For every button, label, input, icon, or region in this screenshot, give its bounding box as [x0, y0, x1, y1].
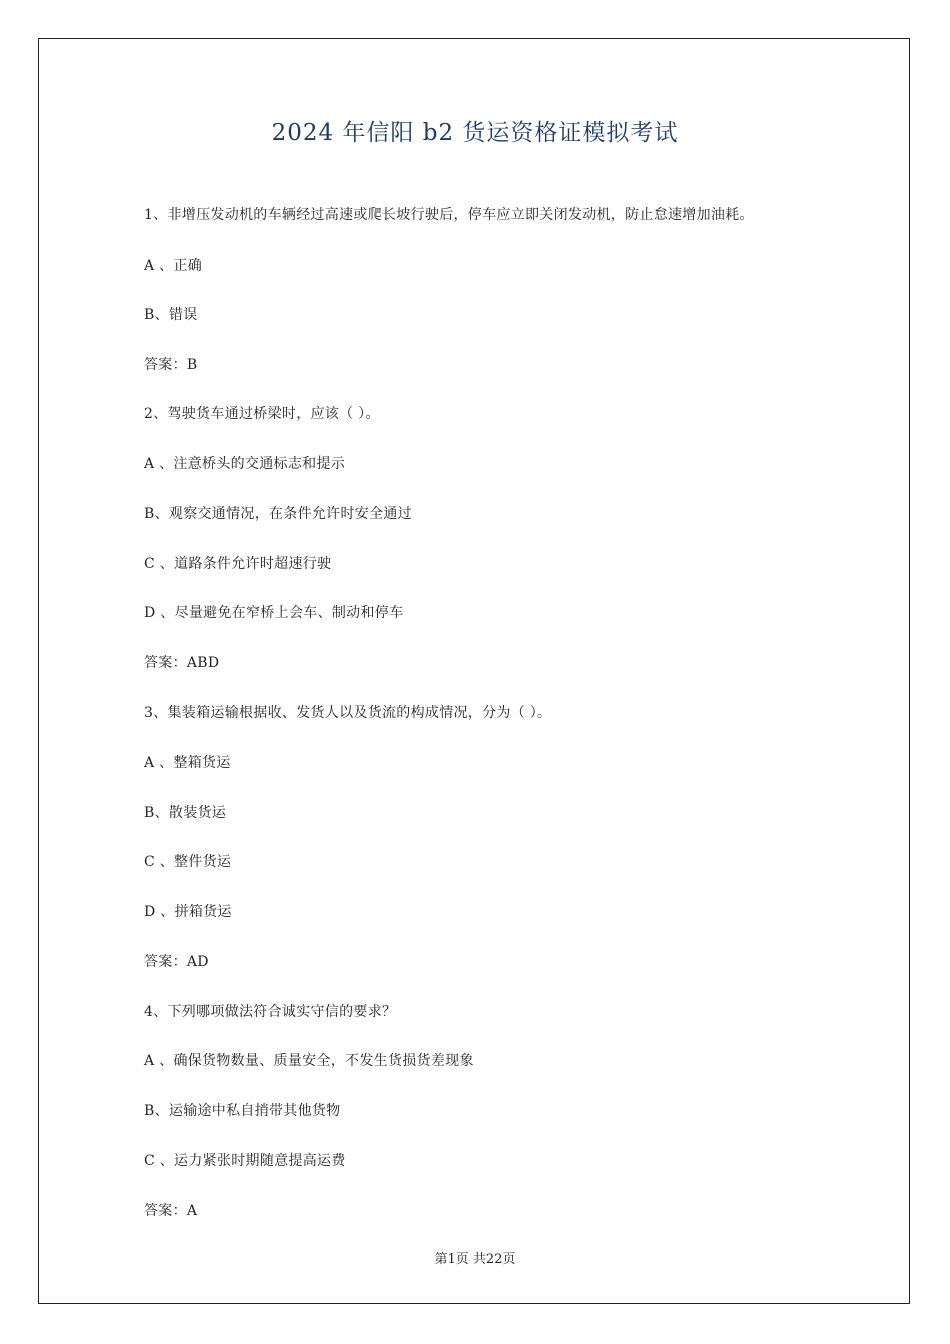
question-4-option-b: B、运输途中私自捎带其他货物: [144, 1103, 341, 1119]
question-3-option-d: D 、拼箱货运: [144, 904, 232, 920]
question-3-option-b: B、散装货运: [144, 805, 227, 821]
question-1-option-b: B、错误: [144, 307, 198, 323]
question-2-answer: 答案：ABD: [144, 655, 220, 671]
question-2-text: 2、驾驶货车通过桥梁时，应该（ ）。: [144, 406, 380, 422]
document-title: 2024 年信阳 b2 货运资格证模拟考试: [271, 120, 679, 146]
page-footer: 第1页 共22页: [434, 1252, 516, 1267]
question-2-option-d: D 、尽量避免在窄桥上会车、制动和停车: [144, 605, 404, 621]
question-2-option-a: A 、注意桥头的交通标志和提示: [144, 456, 346, 472]
question-4-option-a: A 、确保货物数量、质量安全，不发生货损货差现象: [144, 1053, 474, 1069]
question-4-option-c: C 、运力紧张时期随意提高运费: [144, 1153, 346, 1169]
question-1-text: 1、非增压发动机的车辆经过高速或爬长坡行驶后，停车应立即关闭发动机，防止怠速增加油耗。: [144, 207, 754, 223]
question-2-option-c: C 、道路条件允许时超速行驶: [144, 556, 332, 572]
question-3-option-a: A 、整箱货运: [144, 755, 231, 771]
question-4-answer: 答案：A: [144, 1203, 198, 1219]
question-3-text: 3、集装箱运输根据收、发货人以及货流的构成情况，分为（ ）。: [144, 705, 552, 721]
question-4-text: 4、下列哪项做法符合诚实守信的要求？: [144, 1004, 397, 1020]
question-1-option-a: A 、正确: [144, 258, 203, 274]
question-1-answer: 答案：B: [144, 357, 198, 373]
question-3-answer: 答案：AD: [144, 954, 209, 970]
question-2-option-b: B、观察交通情况，在条件允许时安全通过: [144, 506, 412, 522]
question-3-option-c: C 、整件货运: [144, 854, 232, 870]
